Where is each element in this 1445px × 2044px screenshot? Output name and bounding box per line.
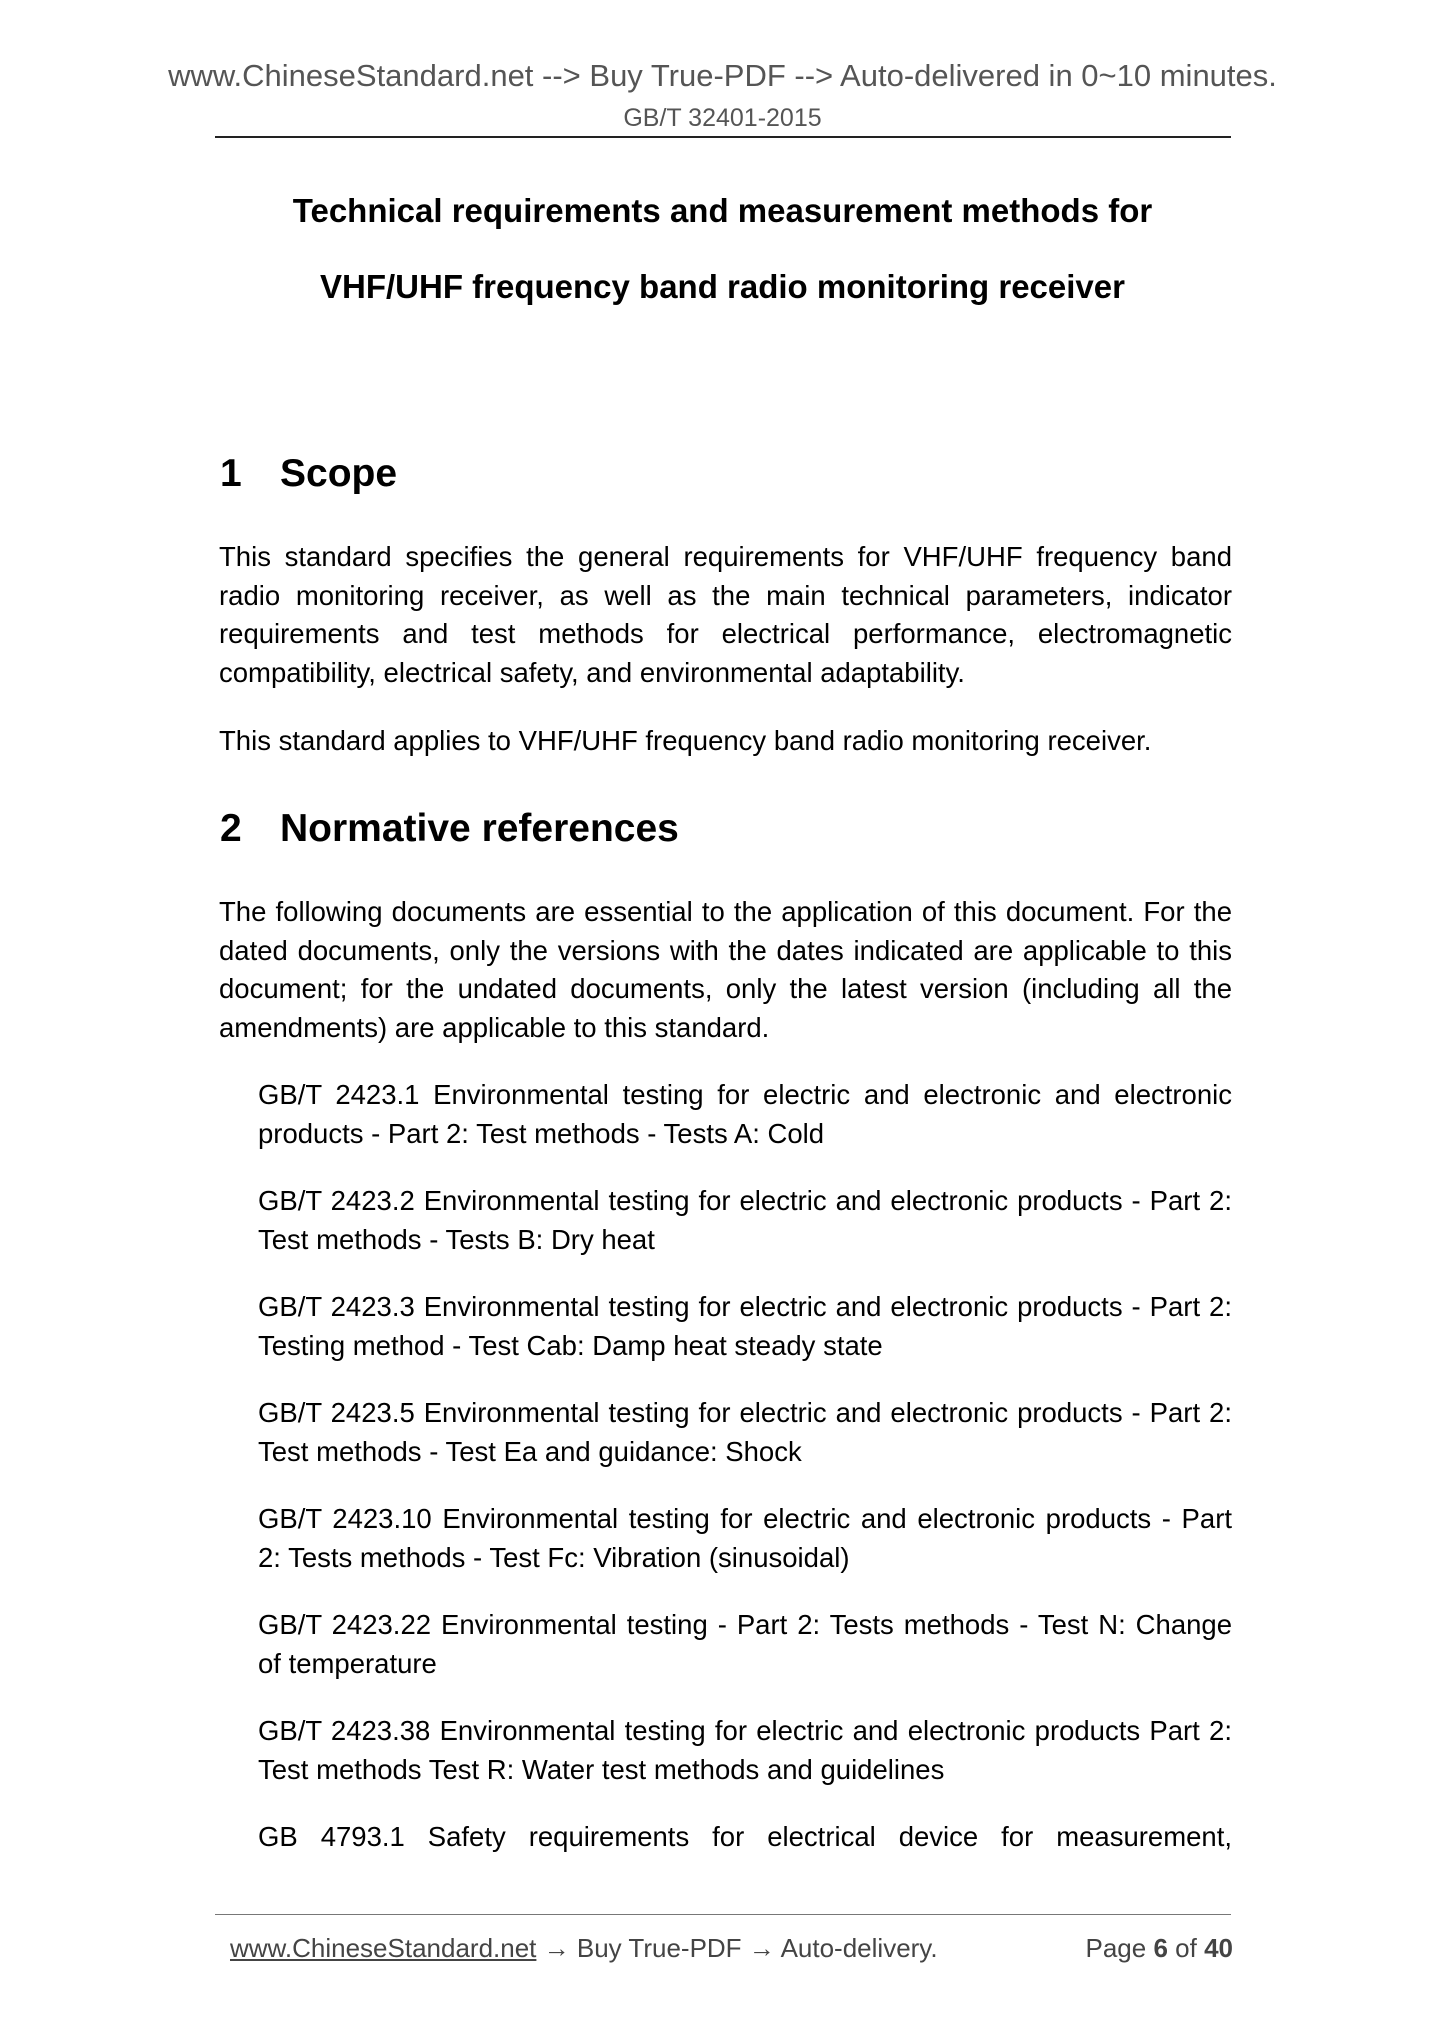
total-pages: 40: [1204, 1933, 1233, 1963]
footer-divider: [215, 1914, 1231, 1915]
scope-paragraph: This standard specifies the general requirements for VHF/UHF frequency band radio monitoring receiver, as well as the main technical parameters, indicator requirements and test methods for electrical performance, electromagnetic compatibility, electrical safety, and environmental adaptability.: [219, 541, 1232, 688]
standard-number: GB/T 32401-2015: [623, 104, 822, 132]
section-number: 1: [220, 452, 242, 495]
document-title-line-1: Technical requirements and measurement methods for: [292, 192, 1153, 229]
reference-item: GB/T 2423.1 Environmental testing for electric and electronic and electronic products - Part 2: Test methods - Tests A: Cold: [258, 1079, 1232, 1149]
section-title: Normative references: [280, 807, 679, 850]
document-title-line-2: VHF/UHF frequency band radio monitoring receiver: [320, 268, 1125, 305]
references-intro-paragraph: The following documents are essential to the application of this document. For the dated documents, only the versions with the dates indicated are applicable to this document; for the undated documents, only the latest version (including all the amendments) are applicable to this standard.: [219, 896, 1232, 1043]
header-banner: www.ChineseStandard.net --> Buy True-PDF --> Auto-delivered in 0~10 minutes.: [168, 58, 1277, 93]
reference-item: GB/T 2423.2 Environmental testing for electric and electronic products - Part 2: Test methods - Tests B: Dry heat: [258, 1185, 1232, 1255]
reference-item: GB 4793.1 Safety requirements for electrical device for measurement,: [258, 1821, 1232, 1852]
section-title: Scope: [280, 452, 398, 495]
footer-site-link[interactable]: www.ChineseStandard.net: [230, 1933, 537, 1963]
reference-item: GB/T 2423.3 Environmental testing for electric and electronic products - Part 2: Testing method - Test Cab: Damp heat steady state: [258, 1291, 1232, 1361]
reference-item: GB/T 2423.38 Environmental testing for electric and electronic products Part 2: Test methods Test R: Water test methods and guidelines: [258, 1715, 1232, 1785]
section-heading-normative-references: [220, 807, 679, 851]
footer-promo: [230, 1933, 938, 1964]
reference-item: GB/T 2423.10 Environmental testing for electric and electronic products - Part 2: Tests methods - Test Fc: Vibration (sinusoidal): [258, 1503, 1232, 1573]
section-number: 2: [220, 807, 242, 850]
page-label: Page: [1085, 1933, 1147, 1963]
current-page: 6: [1153, 1933, 1168, 1963]
scope-paragraph: This standard applies to VHF/UHF frequency band radio monitoring receiver.: [219, 725, 1152, 756]
of-label: of: [1175, 1933, 1197, 1963]
section-heading-scope: [220, 452, 397, 496]
reference-item: GB/T 2423.22 Environmental testing - Part 2: Tests methods - Test N: Change of temperature: [258, 1609, 1232, 1679]
footer-tagline: → Buy True-PDF → Auto-delivery.: [536, 1933, 938, 1963]
reference-item: GB/T 2423.5 Environmental testing for electric and electronic products - Part 2: Test methods - Test Ea and guidance: Shock: [258, 1397, 1232, 1467]
header-divider: [215, 136, 1231, 138]
page-number: [1085, 1933, 1233, 1964]
